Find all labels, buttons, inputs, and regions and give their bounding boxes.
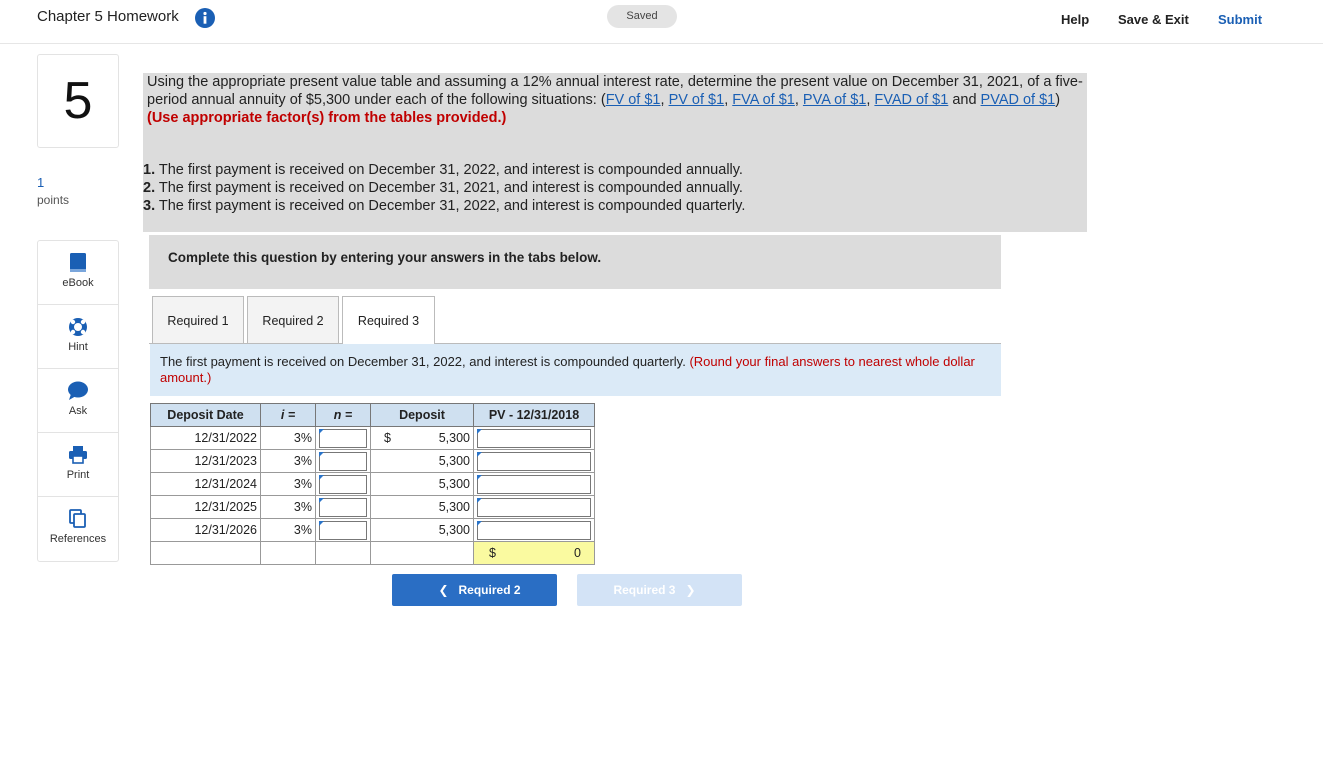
deposit-amount: 5,300 <box>438 477 470 491</box>
question-items <box>143 161 745 215</box>
assignment-title: Chapter 5 Homework <box>37 8 179 25</box>
cell-n <box>316 427 371 450</box>
ask-button[interactable] <box>38 369 118 433</box>
cell-date: 12/31/2024 <box>151 473 261 496</box>
empty-cell <box>316 542 371 565</box>
copy-pages-icon <box>68 509 88 529</box>
cell-pv <box>474 519 595 542</box>
table-row <box>151 496 595 519</box>
points-value: 1 <box>37 175 45 190</box>
header-deposit: Deposit <box>371 404 474 427</box>
tab-required-2[interactable]: Required 2 <box>247 296 339 344</box>
table-row <box>151 473 595 496</box>
empty-cell <box>151 542 261 565</box>
help-button[interactable]: Help <box>1061 12 1090 27</box>
ebook-label: eBook <box>62 277 94 289</box>
n-input[interactable] <box>319 475 367 494</box>
cell-date: 12/31/2025 <box>151 496 261 519</box>
n-input[interactable] <box>319 452 367 471</box>
cell-date: 12/31/2023 <box>151 450 261 473</box>
empty-cell <box>261 542 316 565</box>
cell-pv <box>474 427 595 450</box>
and-word: and <box>952 92 977 108</box>
ebook-button[interactable] <box>38 241 118 305</box>
saved-status-badge: Saved <box>607 5 677 28</box>
submit-button[interactable]: Submit <box>1218 12 1263 27</box>
total-pv-value: 0 <box>574 546 581 560</box>
next-required-button[interactable] <box>577 574 742 606</box>
references-label: References <box>49 533 107 545</box>
cell-n <box>316 450 371 473</box>
pv-input[interactable] <box>477 429 591 448</box>
cell-n <box>316 496 371 519</box>
cell-deposit <box>371 450 474 473</box>
prev-required-button[interactable] <box>392 574 557 606</box>
rounding-note: (Round your final answers to nearest whole dollar amount.) <box>160 354 975 385</box>
instruction-text: The first payment is received on December 31, 2022, and interest is compounded quarterly. <box>160 354 686 369</box>
top-bar <box>0 0 1323 44</box>
cell-rate: 3% <box>261 427 316 450</box>
total-row <box>151 542 595 565</box>
hint-label: Hint <box>68 341 88 353</box>
link-fv-of-1[interactable]: FV of $1 <box>605 92 661 108</box>
table-header-row <box>151 404 595 427</box>
ask-label: Ask <box>68 405 88 417</box>
table-row <box>151 450 595 473</box>
deposit-amount: 5,300 <box>438 523 470 537</box>
cell-rate: 3% <box>261 473 316 496</box>
deposit-amount: 5,300 <box>438 500 470 514</box>
chevron-left-icon: ❮ <box>438 583 449 597</box>
header-n: n = <box>316 404 371 427</box>
references-button[interactable] <box>38 497 118 561</box>
cell-deposit <box>371 427 474 450</box>
list-item: 2. The first payment is received on December 31, 2021, and interest is compounded annually. <box>143 180 743 196</box>
link-fva-of-1[interactable]: FVA of $1 <box>732 92 795 108</box>
n-input[interactable] <box>319 498 367 517</box>
list-item: 3. The first payment is received on December 31, 2022, and interest is compounded quarterly. <box>143 198 746 214</box>
n-input[interactable] <box>319 521 367 540</box>
print-label: Print <box>66 469 90 481</box>
lifebuoy-icon <box>68 317 88 337</box>
cell-deposit <box>371 496 474 519</box>
cell-date: 12/31/2022 <box>151 427 261 450</box>
total-pv-cell <box>474 542 595 565</box>
empty-cell <box>371 542 474 565</box>
cell-date: 12/31/2026 <box>151 519 261 542</box>
cell-n <box>316 519 371 542</box>
table-row <box>151 427 595 450</box>
table-row <box>151 519 595 542</box>
cell-deposit <box>371 519 474 542</box>
list-item: 1. The first payment is received on December 31, 2022, and interest is compounded annually. <box>143 162 743 178</box>
pv-input[interactable] <box>477 452 591 471</box>
tab-required-3[interactable]: Required 3 <box>342 296 435 345</box>
deposit-amount: 5,300 <box>438 454 470 468</box>
pv-input[interactable] <box>477 521 591 540</box>
instruction-box <box>150 344 1001 396</box>
link-pvad-of-1[interactable]: PVAD of $1 <box>980 92 1056 108</box>
cell-pv <box>474 496 595 519</box>
header-pv: PV - 12/31/2018 <box>474 404 595 427</box>
dollar-sign: $ <box>384 431 391 445</box>
link-pva-of-1[interactable]: PVA of $1 <box>802 92 867 108</box>
question-number: 5 <box>37 54 119 148</box>
link-pv-of-1[interactable]: PV of $1 <box>668 92 725 108</box>
header-i: i = <box>261 404 316 427</box>
complete-prompt: Complete this question by entering your answers in the tabs below. <box>168 250 602 265</box>
n-input[interactable] <box>319 429 367 448</box>
link-fvad-of-1[interactable]: FVAD of $1 <box>874 92 949 108</box>
cell-rate: 3% <box>261 496 316 519</box>
cell-rate: 3% <box>261 519 316 542</box>
info-icon[interactable] <box>195 8 215 28</box>
hint-button[interactable] <box>38 305 118 369</box>
book-icon <box>69 253 87 273</box>
question-text: Using the appropriate present value table and assuming a 12% annual interest rate, determine the present value on December 31, 2021, of a five-period annual annuity of $5,300 under each of the following situations: (FV of $1, PV of $1, FVA of $1, PVA of $1, FVAD of $1 and PVAD of $1) (Use appropriate factor(s) from the tables provided.) <box>147 74 1083 126</box>
pv-worksheet-table <box>150 403 595 565</box>
cell-pv <box>474 450 595 473</box>
save-exit-button[interactable]: Save & Exit <box>1118 12 1189 27</box>
question-prompt-block <box>143 73 1087 232</box>
print-button[interactable] <box>38 433 118 497</box>
total-dollar-sign: $ <box>489 546 496 560</box>
deposit-amount: 5,300 <box>438 431 470 445</box>
factor-note: (Use appropriate factor(s) from the tables provided.) <box>147 110 507 126</box>
printer-icon <box>68 445 88 465</box>
complete-prompt-box <box>149 235 1001 289</box>
chat-bubble-icon <box>67 381 89 401</box>
chevron-right-icon: ❯ <box>685 583 696 597</box>
cell-rate: 3% <box>261 450 316 473</box>
cell-pv <box>474 473 595 496</box>
pv-input[interactable] <box>477 475 591 494</box>
pv-input[interactable] <box>477 498 591 517</box>
next-button-label: Required 3 <box>613 583 676 597</box>
prev-button-label: Required 2 <box>458 583 521 597</box>
tab-required-1[interactable]: Required 1 <box>152 296 244 344</box>
points-label: points <box>37 193 70 207</box>
header-deposit-date: Deposit Date <box>151 404 261 427</box>
cell-n <box>316 473 371 496</box>
cell-deposit <box>371 473 474 496</box>
question-intro: Using the appropriate present value table and assuming a 12% annual interest rate, determine the present value on December 31, 2021, of a five-period annual annuity of $5,300 under each of the following situations: ( <box>147 74 1083 108</box>
side-tools-panel <box>37 240 119 562</box>
